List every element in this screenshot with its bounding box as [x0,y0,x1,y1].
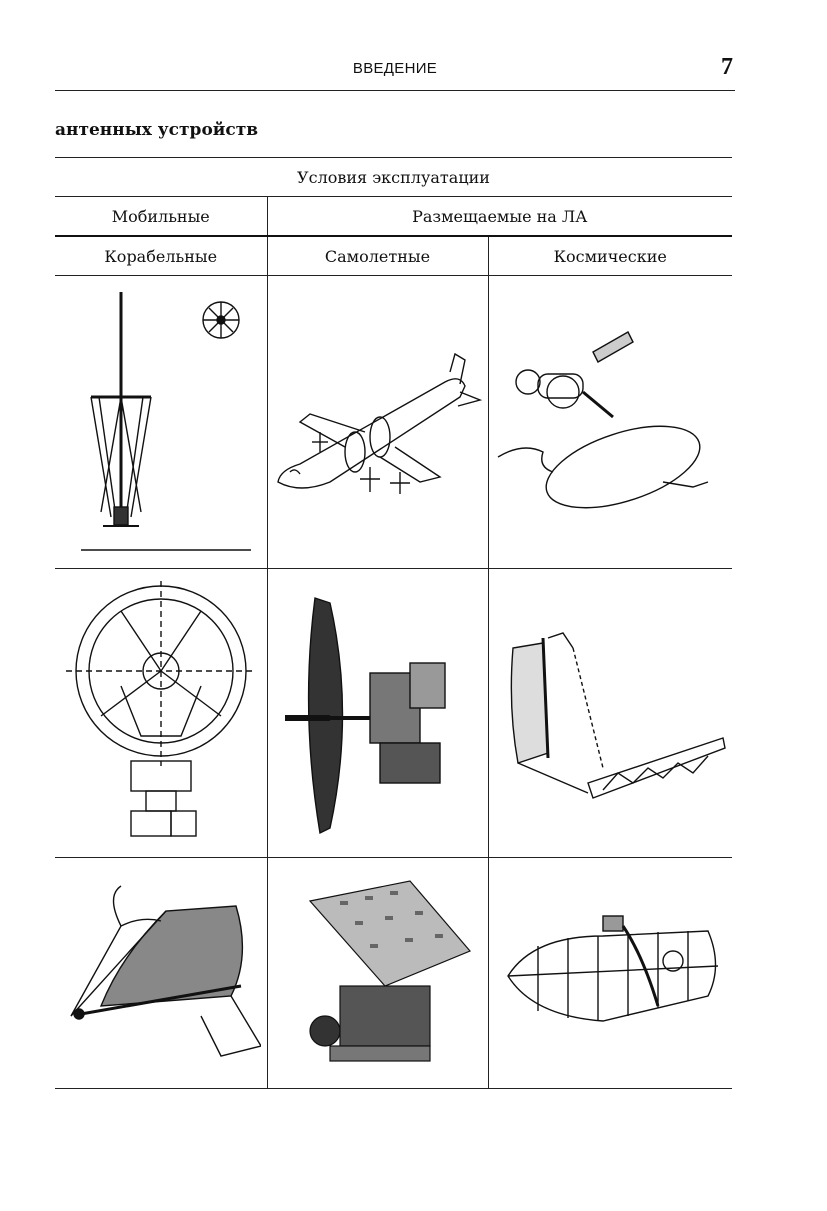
header-ship: Корабельные [55,236,267,276]
header-aircraft-mounted: Размещаемые на ЛА [267,197,732,237]
running-head [55,52,735,91]
figure-cell [267,858,488,1089]
deployable-space-antenna-icon [493,578,728,848]
page-number: 7 [721,54,733,80]
figure-cell [55,276,267,569]
space-phased-array-icon [493,866,728,1081]
airborne-dish-antenna-icon [270,578,485,848]
ship-parabolic-antenna-icon [61,576,261,851]
running-head-title: ВВЕДЕНИЕ [352,60,438,77]
satellite-reflector-icon [493,282,728,562]
antenna-classification-table [55,157,732,1089]
airborne-phased-array-icon [270,866,485,1081]
ship-mast-antenna-icon [61,282,261,562]
header-mobile: Мобильные [55,197,267,237]
figure-cell [488,858,732,1089]
ship-mesh-reflector-icon [61,866,261,1081]
figure-cell [488,569,732,858]
figure-cell [267,569,488,858]
airplane-antenna-icon [270,282,485,562]
table-caption-continuation: антенных устройств [55,120,259,140]
header-plane: Самолетные [267,236,488,276]
figure-cell [55,569,267,858]
header-operating-conditions: Условия эксплуатации [55,158,732,197]
figure-cell [55,858,267,1089]
figure-cell [267,276,488,569]
header-space: Космические [488,236,732,276]
figure-cell [488,276,732,569]
